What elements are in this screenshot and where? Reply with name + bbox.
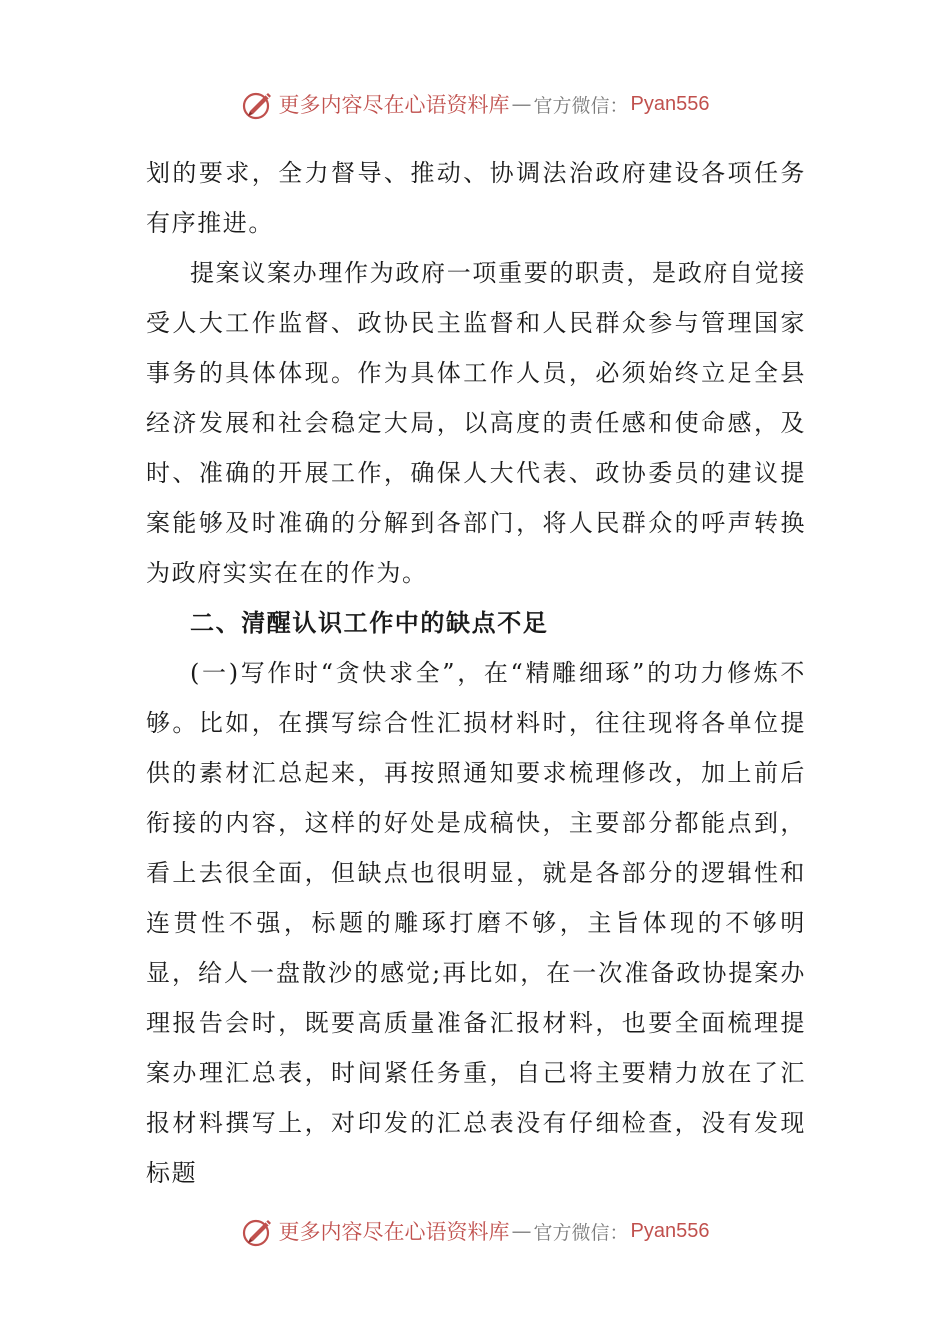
paragraph-writing-shortcomings: (一)写作时“贪快求全”，在“精雕细琢”的功力修炼不够。比如，在撰写综合性汇损材料时，往往现将各单位提供的素材汇总起来，再按照通知要求梳理修改，加上前后衔接的内容，这样的好处是成稿快，主要部分都能点到，看上去很全面，但缺点也很明显，就是各部分的逻辑性和连贯性不强，标题的雕琢打磨不够，主旨体现的不够明显，给人一盘散沙的感觉;再比如，在一次准备政协提案办理报告会时，既要高质量准备汇报材料，也要全面梳理提案办理汇总表，时间紧任务重，自己将主要精力放在了汇报材料撰写上，对印发的汇总表没有仔细检查，没有发现标题: [146, 659, 806, 1187]
official-wechat-label: 官方微信：: [533, 1221, 629, 1244]
banner-separator: —: [511, 92, 532, 116]
document-body: [146, 148, 806, 1198]
paragraph-continuation: 划的要求，全力督导、推动、协调法治政府建设各项任务有序推进。: [146, 159, 806, 237]
header-watermark-banner: [0, 84, 950, 124]
pen-logo-icon: [241, 1214, 275, 1248]
paragraph-proposal-handling: 提案议案办理作为政府一项重要的职责，是政府自觉接受人大工作监督、政协民主监督和人民群众参与管理国家事务的具体体现。作为具体工作人员，必须始终立足全县经济发展和社会稳定大局，以高度的责任感和使命感，及时、准确的开展工作，确保人大代表、政协委员的建议提案能够及时准确的分解到各部门，将人民群众的呼声转换为政府实实在在的作为。: [146, 259, 806, 587]
brand-text: 更多内容尽在心语资料库: [278, 93, 510, 117]
wechat-id: Pyan556: [630, 1219, 710, 1242]
banner-separator: —: [511, 1219, 532, 1243]
wechat-id: Pyan556: [630, 92, 710, 115]
footer-watermark-banner: [0, 1211, 950, 1251]
brand-text: 更多内容尽在心语资料库: [278, 1220, 510, 1244]
pen-logo-icon: [241, 87, 275, 121]
section-heading-shortcomings: 二、清醒认识工作中的缺点不足: [190, 609, 549, 637]
official-wechat-label: 官方微信：: [533, 94, 629, 117]
